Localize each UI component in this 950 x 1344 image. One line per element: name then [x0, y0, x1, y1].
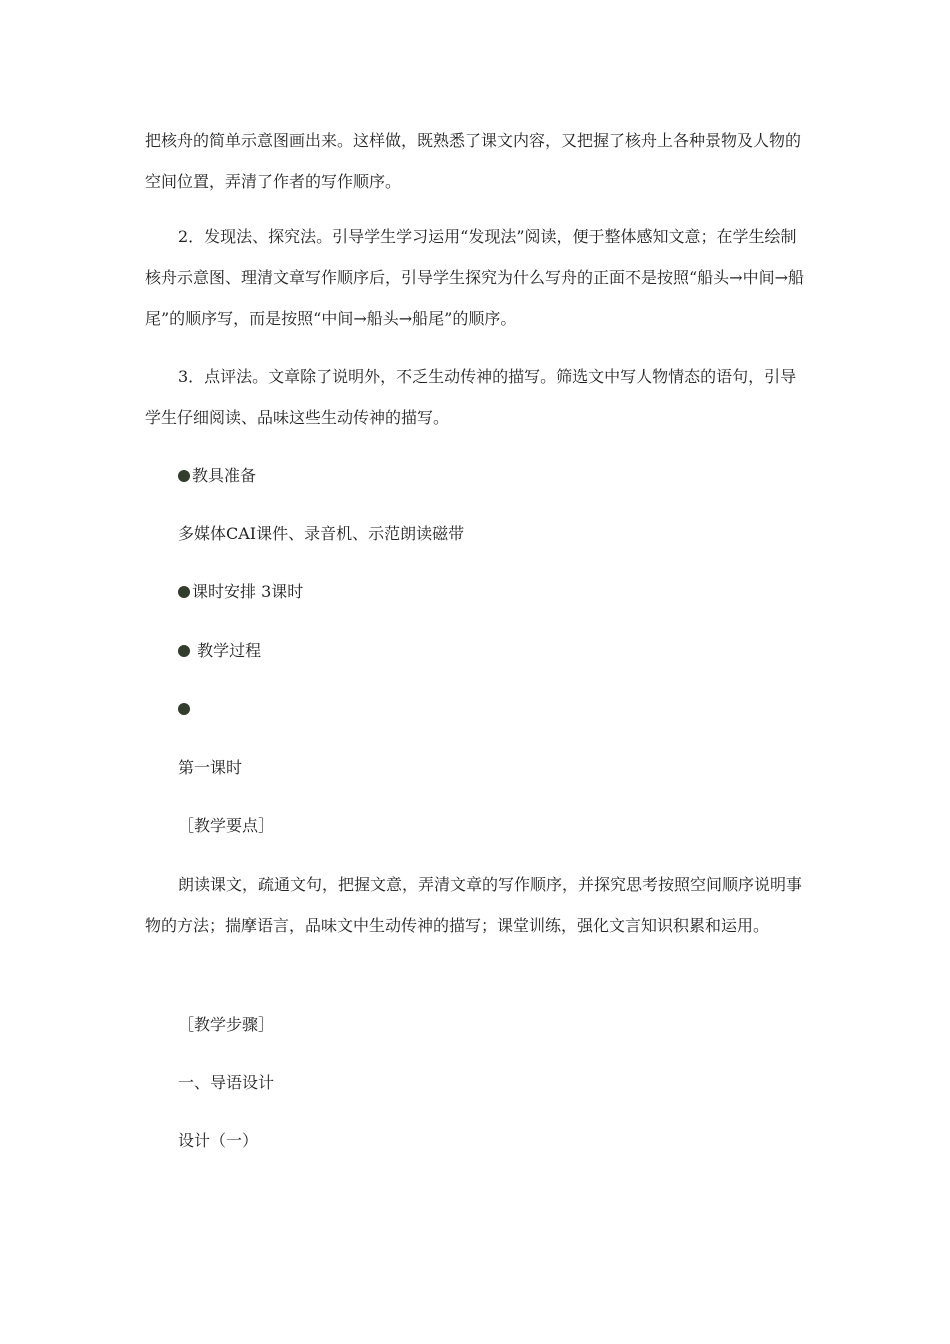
- heading-teaching-process: [178, 639, 261, 663]
- key-points-heading: ［教学要点］: [178, 816, 275, 835]
- bullet-icon: [178, 586, 190, 598]
- step-1-title: 一、导语设计: [178, 1073, 275, 1092]
- heading-schedule: [178, 580, 303, 604]
- paragraph-method-3: 3．点评法。文章除了说明外，不乏生动传神的描写。筛选文中写人物情态的语句，引导学生仔细阅读、品味这些生动传神的描写。: [145, 367, 797, 427]
- bullet-icon: [178, 470, 190, 482]
- bullet-icon: [178, 645, 190, 657]
- heading-teaching-tools: [178, 464, 256, 488]
- heading-teaching-tools-label: 教具准备: [192, 466, 257, 485]
- teaching-tools-text: 多媒体CAI课件、录音机、示范朗读磁带: [178, 524, 465, 543]
- empty-bullet-line: [178, 697, 192, 721]
- bullet-icon: [178, 703, 190, 715]
- heading-teaching-process-label: 教学过程: [192, 641, 262, 660]
- steps-heading: ［教学步骤］: [178, 1015, 275, 1034]
- design-1-title: 设计（一）: [178, 1131, 259, 1150]
- paragraph-method-2: 2．发现法、探究法。引导学生学习运用“发现法”阅读，便于整体感知文意；在学生绘制核舟示意图、理清文章写作顺序后，引导学生探究为什么写舟的正面不是按照“船头→中间→船尾”的顺序写，而是按照“中间→船头→船尾”的顺序。: [145, 227, 804, 328]
- lesson-title: 第一课时: [178, 758, 243, 777]
- heading-schedule-label: 课时安排 3课时: [192, 582, 304, 601]
- paragraph-continuation: 把核舟的简单示意图画出来。这样做，既熟悉了课文内容，又把握了核舟上各种景物及人物的空间位置，弄清了作者的写作顺序。: [145, 131, 802, 191]
- key-points-text: 朗读课文，疏通文句，把握文意，弄清文章的写作顺序，并探究思考按照空间顺序说明事物的方法；揣摩语言，品味文中生动传神的描写；课堂训练，强化文言知识积累和运用。: [145, 875, 803, 935]
